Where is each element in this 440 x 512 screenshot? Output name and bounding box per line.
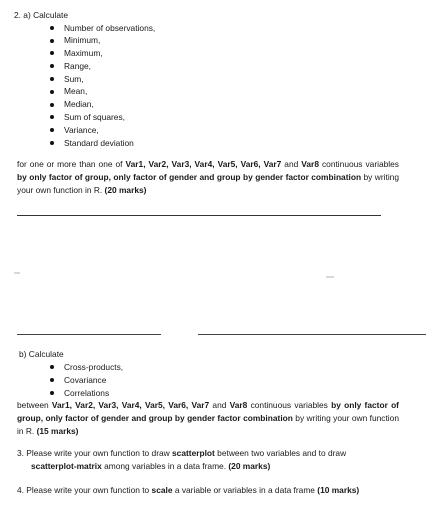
bullet-icon — [50, 115, 54, 119]
bullet-icon — [50, 26, 54, 30]
q4-instructions: 4. Please write your own function to scale a variable or variables in a data frame (10 marks) — [17, 485, 360, 495]
list-item: Median, — [48, 98, 155, 111]
list-item: Sum, — [48, 73, 155, 86]
q2-statistics-list — [48, 22, 155, 150]
page-divider-left — [17, 334, 161, 335]
q2b-instructions: between Var1, Var2, Var3, Var4, Var5, Var6, Var7 and Var8 continuous variables by only factor of group, only factor of gender and group by gender factor combination by writing your own function in R. (15 marks) — [17, 400, 399, 436]
answer-line — [17, 215, 381, 216]
bullet-icon — [50, 391, 54, 395]
bullet-icon — [50, 141, 54, 145]
bullet-icon — [50, 103, 54, 107]
page-divider-right — [198, 334, 426, 335]
q2b-heading: b) Calculate — [19, 349, 64, 359]
q2-heading: 2. a) Calculate — [14, 10, 68, 20]
bullet-icon — [50, 90, 54, 94]
list-item: Minimum, — [48, 34, 155, 47]
bullet-icon — [50, 51, 54, 55]
q3-instructions: 3. Please write your own function to draw scatterplot between two variables and to draw scatterplot-matrix among variables in a data frame. (20 marks) — [17, 448, 347, 471]
list-item: Variance, — [48, 124, 155, 137]
list-item: Range, — [48, 60, 155, 73]
q2b-statistics-list — [48, 361, 123, 399]
bullet-icon — [50, 128, 54, 132]
list-item: Mean, — [48, 85, 155, 98]
bullet-icon — [50, 77, 54, 81]
page-fold-mark — [326, 276, 334, 278]
list-item: Maximum, — [48, 47, 155, 60]
bullet-icon — [50, 365, 54, 369]
page-fold-mark — [14, 272, 20, 274]
q2-instructions: for one or more than one of Var1, Var2, Var3, Var4, Var5, Var6, Var7 and Var8 continuous variables by only factor of group, only factor of gender and group by gender factor combination by writing your own function in R. (20 marks) — [17, 159, 399, 195]
list-item: Correlations — [48, 387, 123, 400]
list-item: Covariance — [48, 374, 123, 387]
bullet-icon — [50, 39, 54, 43]
list-item: Number of observations, — [48, 22, 155, 35]
list-item: Sum of squares, — [48, 111, 155, 124]
bullet-icon — [50, 378, 54, 382]
list-item: Cross-products, — [48, 361, 123, 374]
bullet-icon — [50, 64, 54, 68]
list-item: Standard deviation — [48, 137, 155, 150]
